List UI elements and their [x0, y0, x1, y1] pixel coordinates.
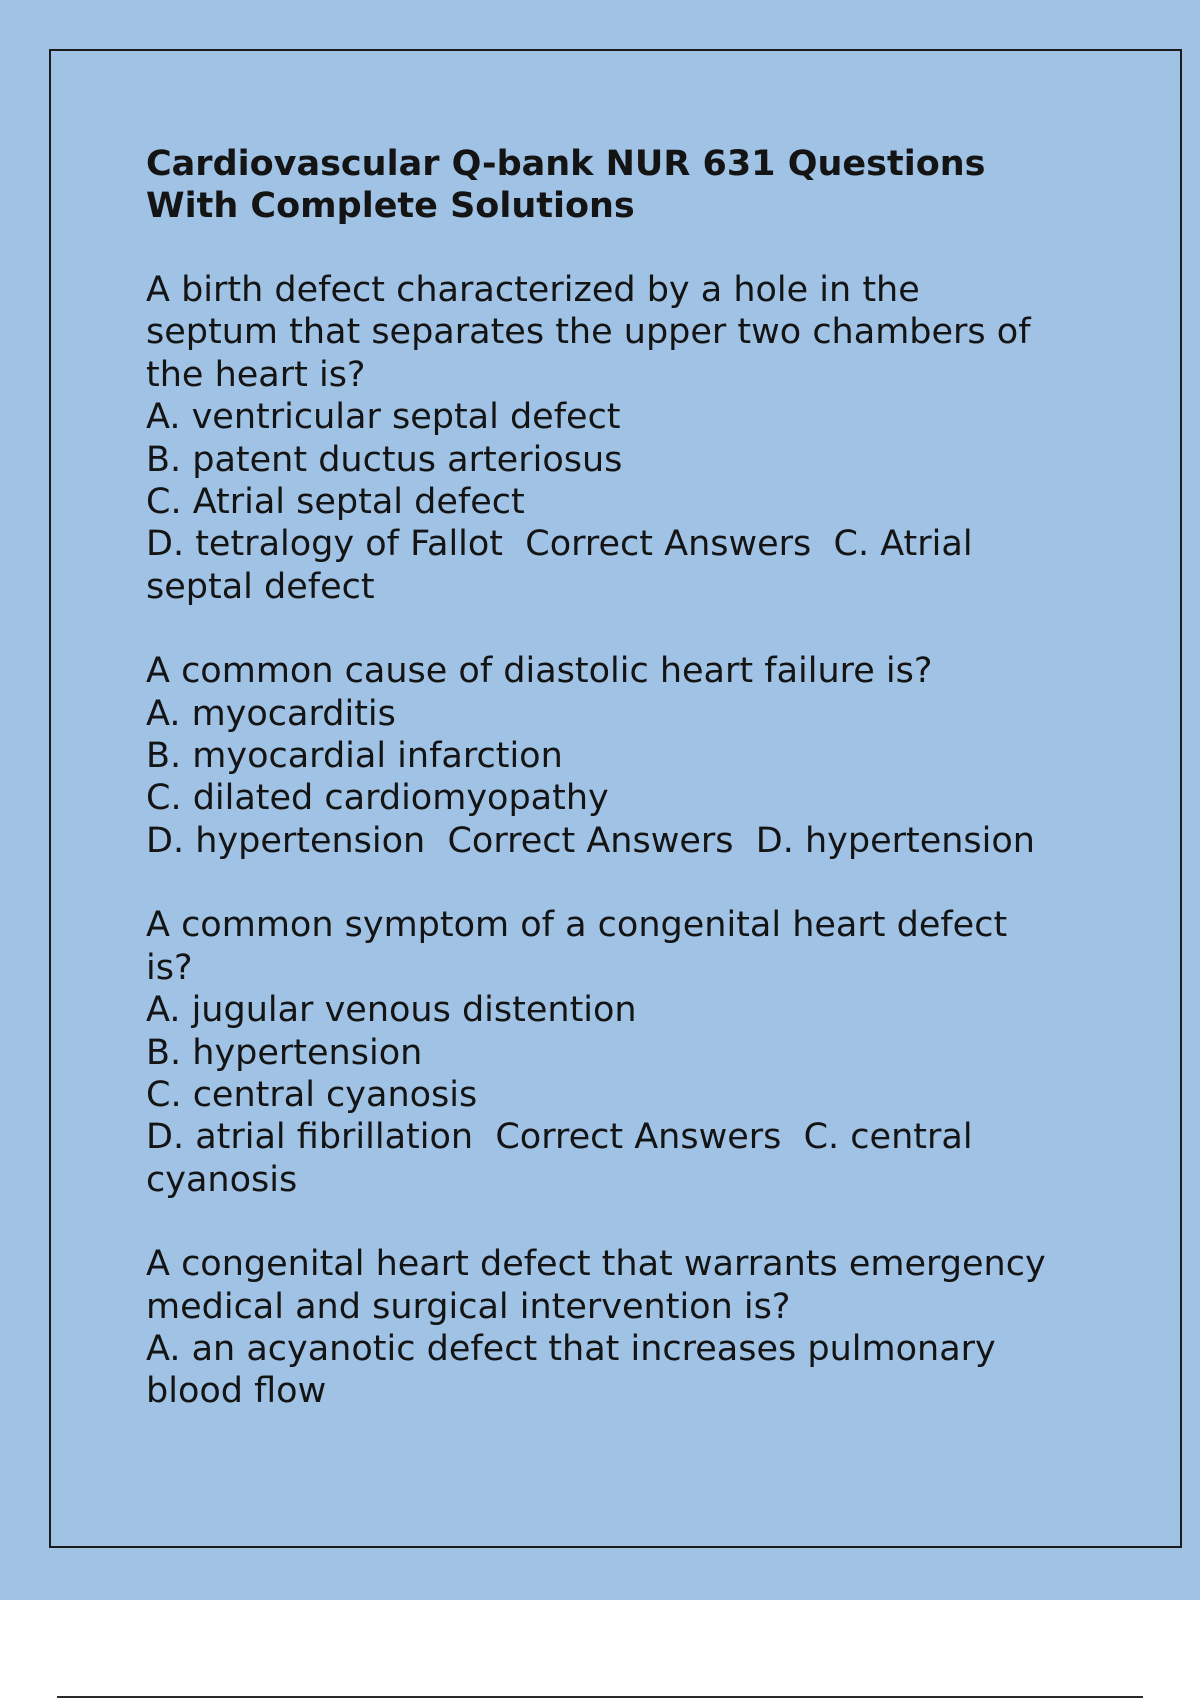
- answer-option: A. an acyanotic defect that increases pulmonary: [146, 1328, 996, 1369]
- question-block: [146, 269, 1106, 608]
- correct-answer-continuation: cyanosis: [146, 1159, 298, 1200]
- question-line: the heart is?: [146, 354, 366, 395]
- answer-option: B. myocardial infarction: [146, 736, 563, 777]
- document-title: Cardiovascular Q-bank NUR 631 Questions With Complete Solutions: [146, 144, 986, 226]
- question-block: [146, 1243, 1106, 1413]
- answer-option: C. dilated cardiomyopathy: [146, 778, 609, 819]
- answer-option: C. central cyanosis: [146, 1074, 478, 1115]
- answer-option: A. jugular venous distention: [146, 990, 637, 1031]
- question-line: A common cause of diastolic heart failure is?: [146, 651, 933, 692]
- answer-option: A. myocarditis: [146, 693, 396, 734]
- question-block: [146, 650, 1106, 862]
- answer-option: blood flow: [146, 1371, 327, 1412]
- answer-option-with-correct-answer: D. tetralogy of Fallot Correct Answers C. Atrial: [146, 524, 973, 565]
- answer-option: C. Atrial septal defect: [146, 482, 525, 523]
- answer-option: B. patent ductus arteriosus: [146, 439, 623, 480]
- answer-option-with-correct-answer: D. hypertension Correct Answers D. hypertension: [146, 820, 1035, 861]
- correct-answer-continuation: septal defect: [146, 566, 375, 607]
- question-line: medical and surgical intervention is?: [146, 1286, 791, 1327]
- question-line: A birth defect characterized by a hole in the: [146, 270, 920, 310]
- question-line: A common symptom of a congenital heart defect: [146, 905, 1008, 946]
- question-line: is?: [146, 947, 193, 988]
- question-block: [146, 904, 1106, 1201]
- question-line: A congenital heart defect that warrants emergency: [146, 1244, 1046, 1285]
- question-line: septum that separates the upper two chambers of: [146, 312, 1031, 353]
- bottom-divider: [57, 1696, 1143, 1698]
- answer-option: A. ventricular septal defect: [146, 397, 621, 438]
- answer-option-with-correct-answer: D. atrial fibrillation Correct Answers C. central: [146, 1117, 973, 1158]
- document-content: [146, 143, 1106, 1413]
- answer-option: B. hypertension: [146, 1032, 423, 1073]
